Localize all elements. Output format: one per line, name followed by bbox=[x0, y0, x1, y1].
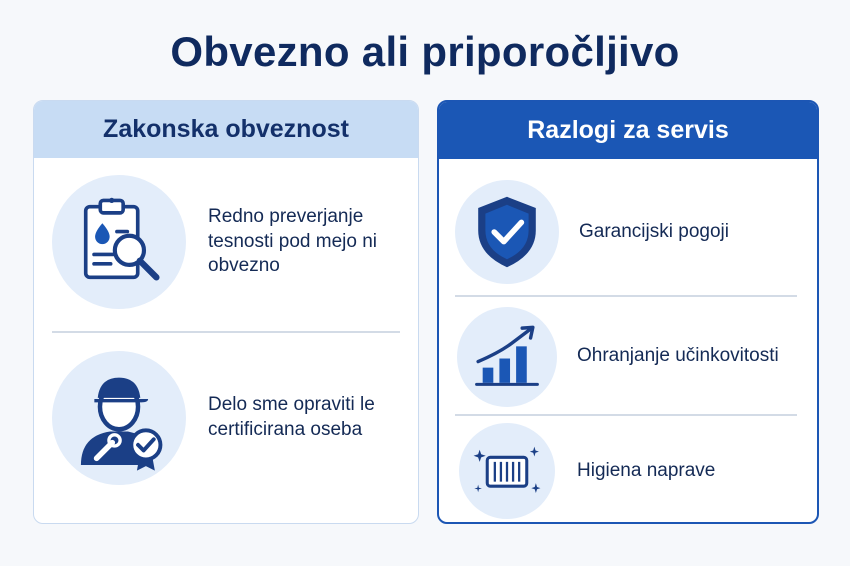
clean-filter-icon bbox=[459, 423, 555, 519]
legal-obligation-header: Zakonska obveznost bbox=[34, 101, 418, 158]
list-item-text: Delo sme opraviti le certificirana oseba bbox=[208, 394, 375, 440]
page-title: Obvezno ali priporočljivo bbox=[170, 28, 680, 75]
divider bbox=[455, 295, 797, 297]
service-reasons-header: Razlogi za servis bbox=[439, 102, 817, 159]
list-item-text: Garancijski pogoji bbox=[579, 220, 729, 242]
growth-chart-icon bbox=[457, 307, 557, 407]
list-item-text: Redno preverjanje tesnosti pod mejo ni obvezno bbox=[208, 205, 377, 277]
list-item bbox=[439, 304, 817, 409]
divider bbox=[52, 331, 400, 333]
list-item bbox=[34, 348, 418, 488]
clipboard-magnifier-icon bbox=[52, 175, 186, 309]
list-item-text: Higiena naprave bbox=[577, 459, 716, 481]
list-item bbox=[34, 172, 418, 312]
list-item bbox=[439, 167, 817, 297]
certified-technician-icon bbox=[52, 351, 186, 485]
list-item bbox=[439, 421, 817, 521]
service-reasons-panel bbox=[437, 100, 819, 524]
shield-check-icon bbox=[455, 180, 559, 284]
divider bbox=[455, 414, 797, 416]
legal-obligation-panel bbox=[33, 100, 419, 524]
list-item-text: Ohranjanje učinkovitosti bbox=[577, 345, 779, 367]
